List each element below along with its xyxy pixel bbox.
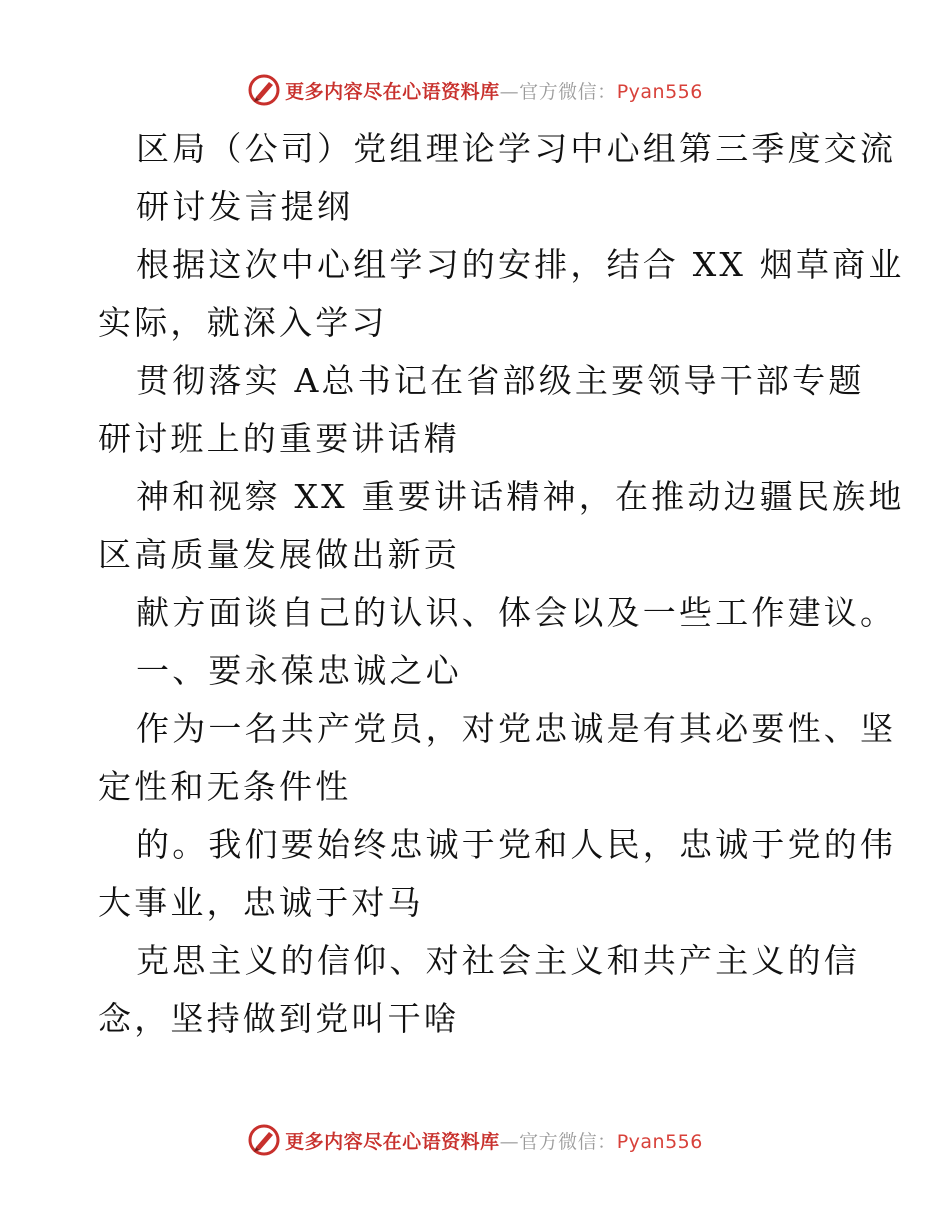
doc-line: 实际，就深入学习 bbox=[98, 303, 388, 342]
doc-line: 念，坚持做到党叫干啥 bbox=[98, 999, 460, 1038]
doc-line: 区局（公司）党组理论学习中心组第三季度交流 bbox=[136, 129, 897, 168]
doc-line: 大事业，忠诚于对马 bbox=[98, 883, 424, 922]
doc-line: 神和视察 XX 重要讲话精神，在推动边疆民族地 bbox=[136, 477, 905, 516]
doc-line: 研讨发言提纲 bbox=[136, 187, 354, 226]
section-heading: 一、要永葆忠诚之心 bbox=[136, 651, 462, 690]
watermark-text bbox=[285, 77, 703, 104]
document-body bbox=[98, 120, 905, 1048]
doc-line: 区高质量发展做出新贡 bbox=[98, 535, 460, 574]
header-watermark bbox=[0, 70, 950, 110]
doc-line: 根据这次中心组学习的安排，结合 XX 烟草商业 bbox=[136, 245, 905, 284]
watermark-dash: — bbox=[499, 1130, 520, 1153]
doc-line: 作为一名共产党员，对党忠诚是有其必要性、坚 bbox=[136, 709, 897, 748]
watermark-main: 更多内容尽在心语资料库 bbox=[285, 80, 500, 103]
watermark-main: 更多内容尽在心语资料库 bbox=[285, 1130, 500, 1153]
watermark-label: 官方微信： bbox=[519, 1130, 617, 1153]
brand-logo-icon bbox=[247, 73, 281, 107]
watermark-text bbox=[285, 1127, 703, 1154]
doc-line: 的。我们要始终忠诚于党和人民，忠诚于党的伟 bbox=[136, 825, 897, 864]
doc-line: 克思主义的信仰、对社会主义和共产主义的信 bbox=[136, 941, 860, 980]
watermark-label: 官方微信： bbox=[519, 80, 617, 103]
doc-line: 研讨班上的重要讲话精 bbox=[98, 419, 460, 458]
doc-line: 贯彻落实 A总书记在省部级主要领导干部专题 bbox=[136, 361, 865, 400]
doc-line: 献方面谈自己的认识、体会以及一些工作建议。 bbox=[136, 593, 897, 632]
watermark-wechat-id: Pyan556 bbox=[616, 1130, 703, 1153]
watermark-dash: — bbox=[499, 80, 520, 103]
doc-line: 定性和无条件性 bbox=[98, 767, 352, 806]
watermark-wechat-id: Pyan556 bbox=[616, 80, 703, 103]
brand-logo-icon bbox=[247, 1123, 281, 1157]
footer-watermark bbox=[0, 1120, 950, 1160]
